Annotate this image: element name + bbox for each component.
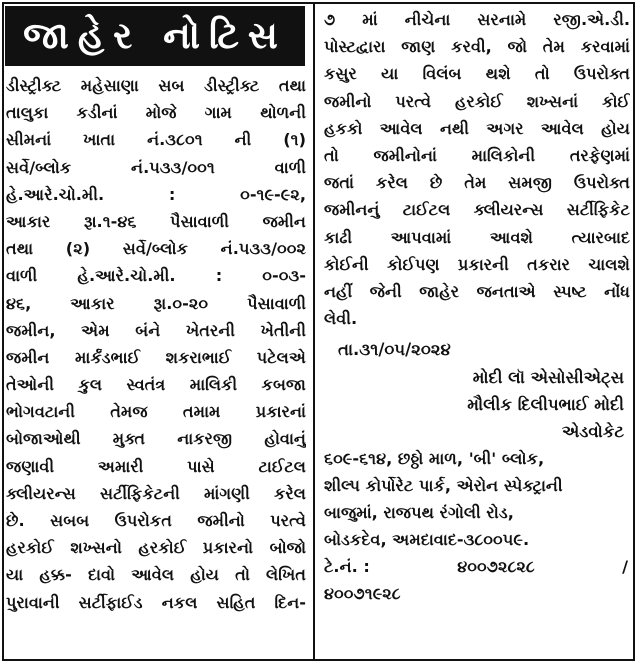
right-line: લેવી. <box>324 309 358 329</box>
left-line: પુરાવાની સર્ટીફાઈડ નકલ સહિત દિન- <box>6 592 306 612</box>
right-line: પોસ્ટદ્વારા જાણ કરવી, જો તેમ કરવામાં <box>324 37 630 57</box>
right-line: જમીનનું ટાઈટલ ક્લીયરન્સ સર્ટીફિકેટ <box>324 200 630 220</box>
right-line: જમીનો પરત્વે હરકોઈ શખ્સનાં કોઈ <box>324 91 630 111</box>
left-line: ક્લીયરન્સ સર્ટીફિકેટની માંગણી કરેલ <box>6 483 306 503</box>
right-line: નહીં જેની જાહેર જનતાએ સ્પષ્ટ નોંધ <box>324 281 630 301</box>
right-line: જતાં કરેલ છે તેમ સમજી ઉપરોક્ત <box>324 173 630 193</box>
left-line: તાલુકા કડીનાં મોજે ગામ થોળની <box>6 103 306 123</box>
left-line: બોજાઓથી મુક્ત નાકરજી હોવાનું <box>6 429 306 449</box>
right-line: કસુર યા વિલંબ થશે તો ઉપરોક્ત <box>324 64 630 84</box>
left-line: સર્વે/બ્લોક નં.૫૩૩/૦૦૧ વાળી <box>6 157 306 177</box>
left-line: આકાર રૂા.૧-૪૬ પૈસાવાળી જમીન <box>6 211 306 231</box>
right-line: ૭ માં નીચેના સરનામે રજી.એ.ડી. <box>324 10 630 29</box>
advocate-title: એડવોકેટ <box>561 422 624 442</box>
advocate-name: મૌલીક દિલીપભાઈ મોદી <box>467 395 624 415</box>
right-line: કોઈની કોઈપણ પ્રકારની તકરાર ચાલશે <box>324 254 630 274</box>
left-line: છે. સબબ ઉપરોકત જમીનો પરત્વે <box>6 511 306 530</box>
left-line: વાળી હે.આરે.ચો.મી. : ૦-૦૩- <box>6 266 306 286</box>
right-line: હકકો આવેલ નથી અગર આવેલ હોય <box>324 118 630 138</box>
left-line: તથા (૨) સર્વે/બ્લોક નં.૫૩૩/૦૦૨ <box>6 239 306 259</box>
left-line: સીમનાં ખાતા નં.૩૮૦૧ ની (૧) <box>6 130 306 150</box>
right-line: તો જમીનોનાં માલિકોની તરફેણમાં <box>324 145 630 165</box>
phone-label: ટે.નં. : <box>324 557 370 577</box>
left-line: તેઓની કુલ સ્વતંત્ર માલિકી કબજા <box>6 375 306 395</box>
right-line: કાઢી આપવામાં આવશે ત્યારબાદ <box>324 227 630 247</box>
notice-date: તા.૩૧/૦૫/૨૦૨૪ <box>338 340 451 360</box>
left-column <box>6 72 306 616</box>
right-column <box>324 6 630 607</box>
address-line: શીલ્પ કોર્પોરેટ પાર્ક, એરોન સ્પેક્ટ્રાની <box>324 476 563 496</box>
left-line: હરકોઈ શખ્સનો હરકોઈ પ્રકારનો બોજો <box>6 538 306 558</box>
left-line: ભોગવટાની તેમજ તમામ પ્રકારનાં <box>6 402 306 422</box>
left-line: ૪૬, આકાર રૂા.૦-૨૦ પૈસાવાળી <box>6 293 306 313</box>
phone-separator: / <box>622 557 628 577</box>
phone-row <box>324 553 630 580</box>
notice-title: જાહેર નોટિસ <box>5 6 305 66</box>
address-line: ૬૦૯-૬૧૪, છઠ્ઠો માળ, 'બી' બ્લોક, <box>324 449 545 469</box>
firm-name: મોદી લૉ એસોસીએટ્સ <box>472 368 624 388</box>
column-divider <box>313 4 315 661</box>
left-line: ડીસ્ટ્રીક્ટ મહેસાણા સબ ડીસ્ટ્રીક્ટ તથા <box>6 76 306 95</box>
address-line: બાજુમાં, રાજપથ રંગોલી રોડ, <box>324 503 514 523</box>
left-line: યા હક્ક- દાવો આવેલ હોય તો લેખિત <box>6 565 306 585</box>
address-line: બોડકદેવ, અમદાવાદ-૩૮૦૦૫૯. <box>324 530 530 550</box>
left-line: જમીન માર્કંડભાઈ શકરાભાઈ પટેલએ <box>6 347 306 367</box>
left-line: જણાવી અમારી પાસે ટાઈટલ <box>6 456 306 476</box>
left-line: હે.આરે.ચો.મી. : ૦-૧૯-૯૨, <box>6 184 306 204</box>
phone-number-secondary: ૪૦૦૭૧૯૨૮ <box>324 584 401 604</box>
left-line: જમીન, એમ બંને ખેતરની ખેતીની <box>6 320 306 340</box>
phone-number-primary: ૪૦૦૭૨૮૨૮ <box>457 557 535 577</box>
